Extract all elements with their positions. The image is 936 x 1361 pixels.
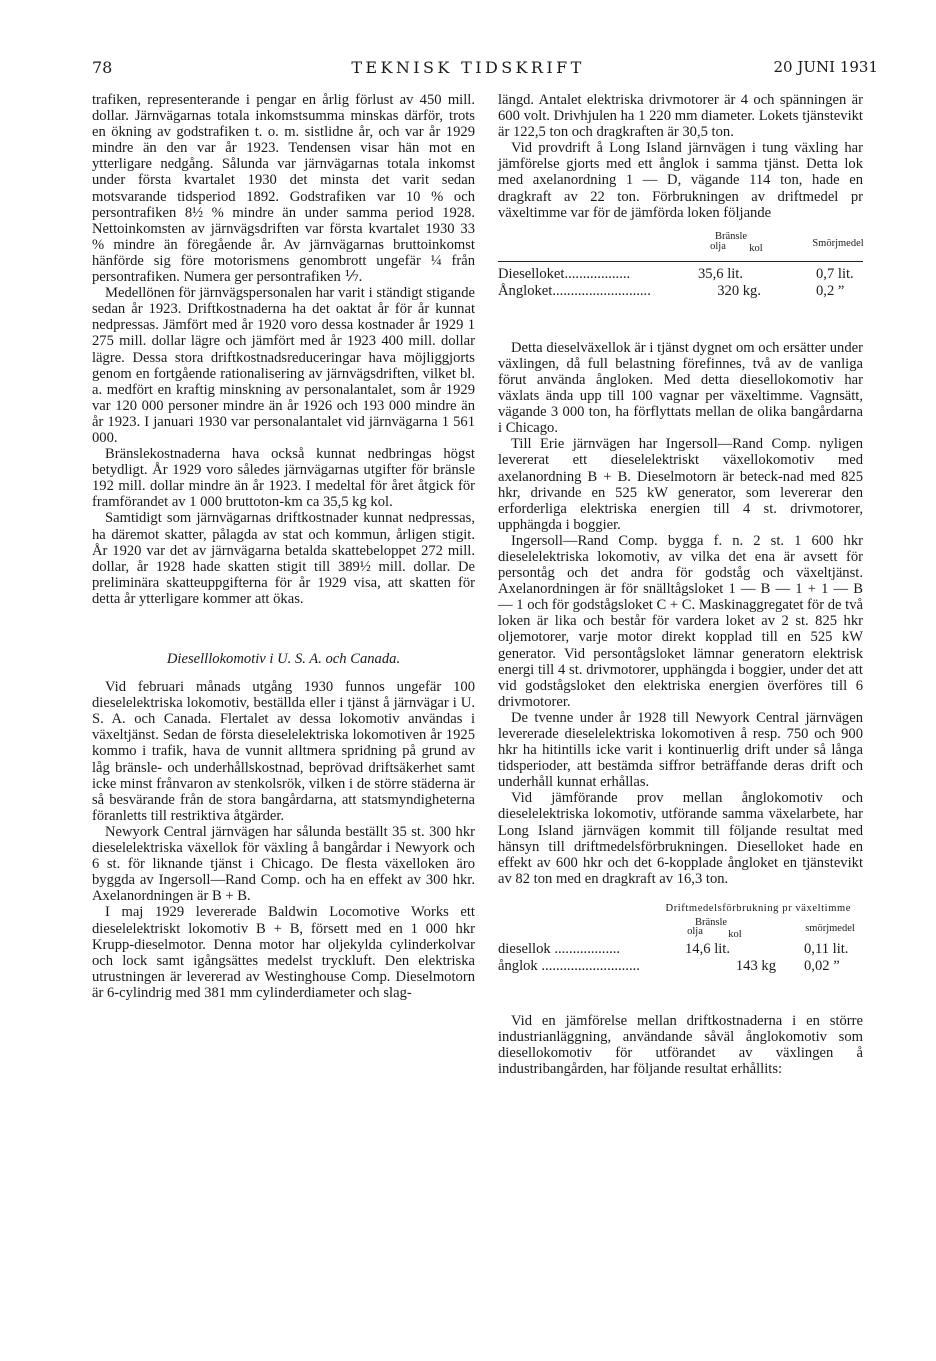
left-column: [92, 92, 475, 1001]
row-name: ånglok ...........................: [498, 958, 640, 975]
table-row: [498, 941, 863, 958]
section-heading: Dieselllokomotiv i U. S. A. och Canada.: [166, 651, 401, 667]
header-lube: smörjmedel: [805, 923, 855, 935]
header-oil: olja: [687, 926, 703, 938]
row-fuel: 14,6 lit.: [685, 941, 730, 958]
paragraph: Detta dieselväxellok är i tjänst dygnet om och ersätter under växlingen, då full belastning förefinnes, två av de vanliga förut använda ångloken. Med detta diesellokomotiv har växlats ända upp till 100 vagnar per växeltimme. Vagnsätt, vägande 3 000 ton, ha förflyttats mellan de olika bangårdarna i Chicago.: [498, 339, 863, 437]
journal-title: TEKNISK TIDSKRIFT: [351, 58, 585, 77]
row-lube: 0,11 lit.: [804, 941, 849, 958]
page-header: [0, 58, 936, 82]
paragraph: I maj 1929 levererade Baldwin Locomotive Works ett dieselelektriskt lokomotiv B + B, försett med en 1 000 hkr Krupp-dieselmotor. Denna motor har oljekylda cylinderkolvar och lock samt igångsättes medelst tryckluft. Den elektriska utrustningen är levererad av Westinghouse Comp. Dieselmotorn är 6-cylindrig med 381 mm cylinderdiameter och slag-: [92, 904, 475, 1001]
header-coal: kol: [728, 929, 742, 941]
row-fuel: 35,6 lit.: [698, 265, 743, 282]
row-fuel: 320 kg.: [717, 282, 761, 299]
paragraph: Vid provdrift å Long Island järnvägen i tung växling har jämförelse gjorts med ett ånglok i samma tjänst. Detta lok med axelanordning 1 — D, vägande 114 ton, hade en dragkraft av 22 ton. Förbrukningen av driftmedel pr växeltimme var för de jämförda loken följande: [498, 140, 863, 221]
paragraph: Vid februari månads utgång 1930 funnos ungefär 100 dieselelektriska lokomotiv, beställda eller i tjänst å järnvägar i U. S. A. och Canada. Flertalet av dessa lokomotiv användas i växeltjänst. Sedan de första dieselelektriska lokomotiven år 1925 kommo i trafik, hava de vunnit alltmera spridning på grund av låg bränsle- och underhållskostnad, beprövad driftsäkerhet samt icke minst frånvaron av stenkolsrök, vilken i de större städerna är så besvärande från de stora bangårdarna, att statsmyndigheterna föranletts till restriktiva åtgärder.: [92, 679, 475, 824]
header-coal: kol: [749, 242, 763, 254]
table-caption: Driftmedelsförbrukning pr växeltimme: [665, 902, 851, 914]
paragraph: Newyork Central järnvägen har sålunda beställt 35 st. 300 hkr dieselelektriska växellok för växling å bangårdar i Newyork och 6 st. för liknande tjänst i Chicago. De flesta växelloken äro byggda av Ingersoll—Rand Comp. och ha en effekt av 300 hkr. Axelanordningen är B + B.: [92, 823, 475, 905]
paragraph: Till Erie järnvägen har Ingersoll—Rand Comp. nyligen levererat ett dieselelektriskt växellokomotiv med axelanordning B + B. Dieselmotorn är beteck-nad med 825 hkr, drivande en 525 kW generator, som levererar den erforderliga elektriska energien till 4 st. drivmotorer, upphängda i boggier.: [498, 436, 863, 533]
paragraph: längd. Antalet elektriska drivmotorer är 4 och spänningen är 600 volt. Drivhjulen ha 1 220 mm diameter. Lokets tjänstevikt är 122,5 ton och dragkraften är 30,5 ton.: [498, 92, 863, 141]
row-fuel: 143 kg: [735, 958, 776, 975]
consumption-table-1: [498, 231, 863, 300]
page-number: 78: [92, 58, 113, 77]
row-lube: 0,7 lit.: [816, 265, 854, 282]
row-name: Dieselloket..................: [498, 265, 631, 282]
paragraph: trafiken, representerande i pengar en årlig förlust av 450 mill. dollar. Järnvägarnas totala inkomstsumma minskas därför, trots en ökning av godstrafiken t. o. m. sistlidne år, och var år 1929 mindre än den var år 1923. Tendensen visar hän mot en ytterligare nedgång. Sålunda var järnvägarnas totala inkomst under första kvartalet 1930 det minsta det varit sedan motsvarande tidsperiod 1892. Godstrafiken var 10 % och persontrafiken 8½ % mindre än under samma period 1928. Nettoinkomsten av järnvägsdriften var första kvartalet 1930 33 % mindre än föregående år. Av järnvägarnas bruttoinkomst hänförde sig före motorismens genombrott ungefär ¼ från persontrafiken. Numera ger persontrafiken ⅐.: [92, 92, 475, 286]
header-oil: olja: [710, 240, 726, 252]
row-name: Ångloket...........................: [498, 282, 651, 299]
paragraph: Medellönen för järnvägspersonalen har varit i ständigt stigande sedan år 1923. Driftkostnaderna ha det oaktat år för år kunnat nedpressas. Jämfört med år 1920 voro dessa kostnader år 1929 1 275 mill. dollar lägre och jämfört med år 1923 400 mill. dollar lägre. Dessa stora driftkostnadsreduceringar hava möjliggjorts genom en fortgående rationalisering av järnvägsdriften, vilket bl. a. medfört en kraftig minskning av personalantalet, som år 1929 var 120 000 personer mindre än år 1926 och 193 000 mindre än år 1923. I januari 1930 var personalantalet vid järnvägarna 1 561 000.: [92, 285, 475, 446]
consumption-table-2: [498, 901, 863, 975]
table-header: [498, 917, 863, 941]
table-row: [498, 958, 863, 975]
table-row: [498, 283, 863, 300]
row-name: diesellok ..................: [498, 941, 621, 958]
row-lube: 0,02 ”: [804, 958, 840, 975]
issue-date: 20 JUNI 1931: [773, 58, 878, 76]
table-header: [498, 231, 863, 257]
paragraph: Vid en jämförelse mellan driftkostnaderna i en större industrianläggning, användande såväl ånglokomotiv som diesellokomotiv för utförandet av växlingen å industribangården, har följande resultat erhållits:: [498, 1013, 863, 1078]
paragraph: Vid jämförande prov mellan ånglokomotiv och dieselelektriska lokomotiv, utförande samma växelarbete, har Long Island järnvägen kommit till följande resultat med hänsyn till driftmedelsförbrukningen. Dieselloket hade en effekt av 600 hkr och det 6-kopplade ångloket en tjänstevikt av 82 ton med en dragkraft av 16,3 ton.: [498, 790, 863, 887]
table-row: [498, 266, 863, 283]
header-fuel: Bränsle: [714, 230, 748, 242]
header-fuel: Bränsle: [694, 917, 728, 929]
row-lube: 0,2 ”: [816, 282, 845, 299]
paragraph: Samtidigt som järnvägarnas driftkostnader kunnat nedpressas, ha däremot skatter, pålagda av stat och kommun, årligen stigit. År 1920 var det av järnvägarna betalda skattebeloppet 272 mill. dollar, år 1928 hade skatten stigit till 389½ mill. dollar. De preliminära skatteuppgifterna för år 1929 visa, att skatten för detta år ytterligare kommer att ökas.: [92, 510, 475, 607]
paragraph: Ingersoll—Rand Comp. bygga f. n. 2 st. 1 600 hkr dieselelektriska lokomotiv, av vilka det ena är avsett för persontåg och det andra för godståg och växeltjänst. Axelanordningen är för snälltågsloket 1 — B — 1 + 1 — B — 1 och för godstågsloket C + C. Maskinaggregatet för de två loken är lika och består för vardera loket av 2 st. 825 hkr oljemotorer, varje motor direkt kopplad till en 525 kW generator. Vid persontågsloket lämnar generatorn elektrisk energi till 4 st. drivmotorer, upphängda i boggier, under det att vid godstågsloket den elektriska energien överföres till 6 drivmotorer.: [498, 532, 863, 710]
table-rule: [498, 261, 863, 262]
right-column: [498, 92, 863, 1077]
header-lube: Smörjmedel: [812, 237, 864, 249]
paragraph: De tvenne under år 1928 till Newyork Central järnvägen levererade dieselelektriska lokomotiven å resp. 750 och 900 hkr ha hitintills icke varit i kontinuerlig drift under så långa tidsperioder, att bestämda siffror beträffande deras drift och underhåll kunnat erhållas.: [498, 709, 863, 791]
paragraph: Bränslekostnaderna hava också kunnat nedbringas högst betydligt. År 1929 voro således järnvägarnas utgifter för bränsle 192 mill. dollar mindre än år 1923. I medeltal för året åtgick för framförandet av 1 000 bruttoton-km ca 35,5 kg kol.: [92, 446, 475, 511]
